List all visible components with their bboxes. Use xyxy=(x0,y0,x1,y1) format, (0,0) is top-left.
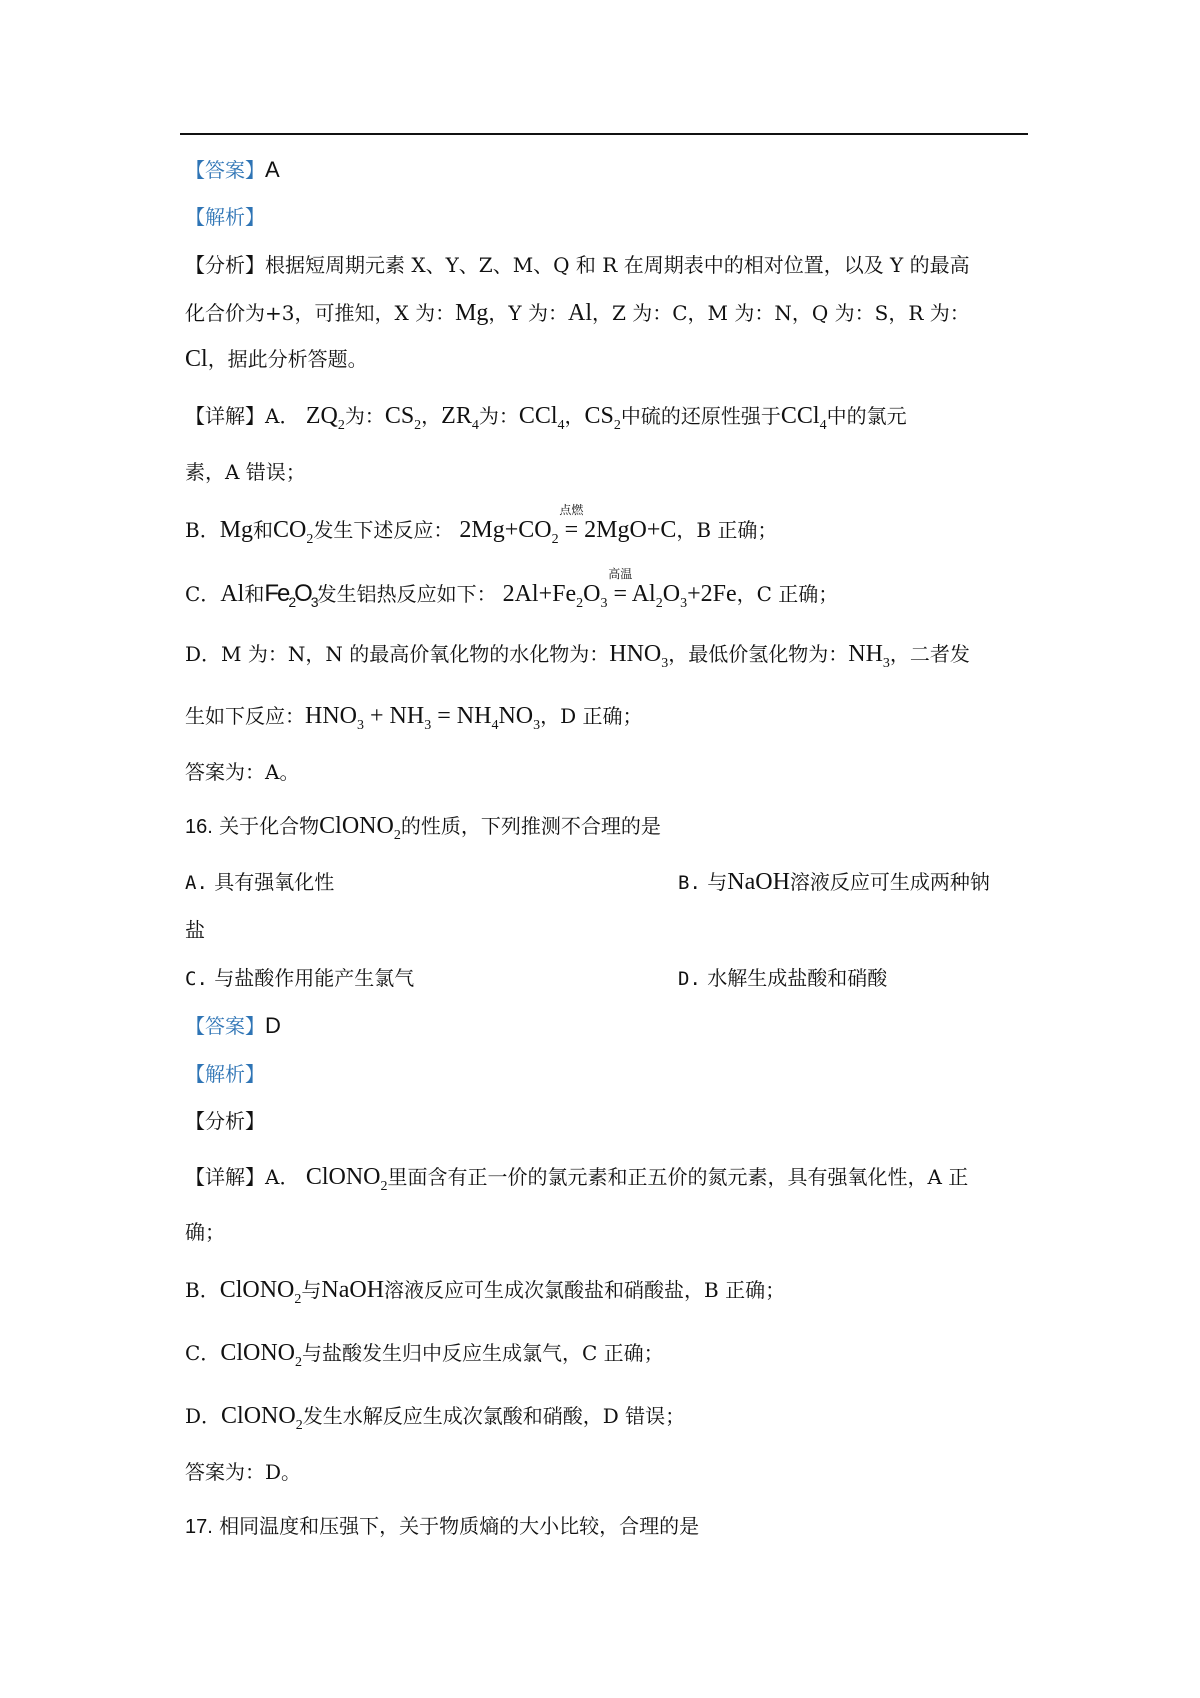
formula-nh3: $NH_3$ xyxy=(848,641,890,671)
q15-detail-d-cont: 生如下反应：$HNO_3 + NH_3 = NH_4NO_3$，D 正确； xyxy=(185,703,643,733)
option-label: D. xyxy=(678,968,701,990)
q16-final: 答案为：D。 xyxy=(185,1460,302,1484)
option-label: B. xyxy=(678,872,701,894)
option-c-text: 与盐酸作用能产生氯气 xyxy=(214,966,415,990)
formula-zq2: $ZQ_2$ xyxy=(305,403,345,433)
header-rule xyxy=(180,133,1028,135)
equation-thermite: $2Al+Fe_2O_3$ 高温 = $Al_2O_3+2Fe$ xyxy=(503,581,737,607)
q16-jiexi-tag: 【解析】 xyxy=(185,1062,265,1086)
equation-ammonium-nitrate: $HNO_3 + NH_3 = NH_4NO_3$ xyxy=(305,703,541,733)
q16-detail-c: C．ClONO$_2$与盐酸发生归中反应生成氯气，C 正确； xyxy=(185,1340,664,1370)
q16-options-row2 xyxy=(185,964,888,993)
q16-option-b-cont: 盐 xyxy=(185,918,205,942)
option-label: C. xyxy=(185,968,208,990)
q17-stem: 17. 相同温度和压强下，关于物质熵的大小比较，合理的是 xyxy=(185,1514,700,1538)
option-prefix: A． xyxy=(265,404,300,428)
q16-detail-b: B．ClONO$_2$与NaOH溶液反应可生成次氯酸盐和硝酸盐，B 正确； xyxy=(185,1277,786,1307)
q15-answer xyxy=(185,156,280,184)
fenxi-text: ，Y 为： xyxy=(488,301,568,325)
formula-al: Al xyxy=(567,300,592,326)
q16-detail-d: D．ClONO$_2$发生水解反应生成次氯酸和硝酸，D 错误； xyxy=(185,1403,686,1433)
formula-fe2o3: $Fe_2O_3$ xyxy=(264,580,317,610)
formula-clono2: ClONO$_2$ xyxy=(319,813,401,843)
answer-value: A xyxy=(265,157,280,182)
formula-clono2: ClONO$_2$ xyxy=(305,1164,388,1194)
formula-cs2: $CS_2$ xyxy=(584,403,621,433)
q16-fenxi-tag: 【分析】 xyxy=(185,1109,265,1133)
fenxi-tag: 【分析】 xyxy=(185,253,265,277)
formula-mg: Mg xyxy=(455,300,489,326)
formula-cs2: $CS_2$ xyxy=(384,403,422,433)
answer-tag: 【答案】 xyxy=(185,1014,265,1038)
q15-detail-a-cont: 素，A 错误； xyxy=(185,460,306,484)
option-label: A. xyxy=(185,872,208,894)
formula-ccl4: CCl$_4$ xyxy=(518,403,565,433)
formula-clono2: ClONO$_2$ xyxy=(219,1277,302,1307)
q15-final: 答案为：A。 xyxy=(185,760,300,784)
formula-naoh: NaOH xyxy=(727,869,790,895)
fenxi-text: 根据短周期元素 X、Y、Z、M、Q 和 R 在周期表中的相对位置，以及 Y 的最高 xyxy=(265,253,970,277)
q16-stem: 16. 关于化合物ClONO$_2$的性质，下列推测不合理的是 xyxy=(185,813,661,843)
formula-cl: Cl xyxy=(185,346,208,372)
fenxi-text: 化合价为+3，可推知，X 为： xyxy=(185,301,456,325)
q15-detail-d: D．M 为：N，N 的最高价氧化物的水化物为：$HNO_3$，最低价氢化物为：$NH_3$，二者发 xyxy=(185,641,970,671)
condition-label: 高温 xyxy=(608,567,633,581)
question-number: 17. xyxy=(185,1516,213,1538)
xiangjie-tag: 【详解】 xyxy=(185,404,265,428)
condition-label: 点燃 xyxy=(559,503,584,517)
formula-clono2: ClONO$_2$ xyxy=(220,1340,302,1370)
q15-jiexi-tag: 【解析】 xyxy=(185,205,265,229)
q15-fenxi-line3 xyxy=(185,345,368,373)
q15-fenxi-line2 xyxy=(185,299,970,327)
formula-co2: $CO_2$ xyxy=(273,517,314,547)
answer-tag: 【答案】 xyxy=(185,158,265,182)
formula-zr4: $ZR_4$ xyxy=(441,403,479,433)
q16-detail-a: 【详解】A． ClONO$_2$里面含有正一价的氯元素和正五价的氮元素，具有强氧化性，A 正 xyxy=(185,1164,969,1194)
q15-fenxi-line1 xyxy=(185,251,970,279)
option-d: D. 水解生成盐酸和硝酸 xyxy=(678,966,888,990)
answer-value: D xyxy=(265,1013,281,1038)
formula-clono2: ClONO$_2$ xyxy=(221,1403,303,1433)
q16-answer xyxy=(185,1012,281,1040)
formula-al: Al xyxy=(220,581,245,607)
formula-mg: Mg xyxy=(219,517,254,543)
option-a-text: 具有强氧化性 xyxy=(214,870,335,894)
equation-mg-co2: $2Mg+CO_2$ 点燃 = 2MgO+C xyxy=(459,517,676,543)
question-number: 16. xyxy=(185,816,213,838)
formula-ccl4: CCl$_4$ xyxy=(780,403,827,433)
formula-naoh: NaOH xyxy=(321,1277,385,1303)
q15-detail-b: B．Mg和$CO_2$发生下述反应： $2Mg+CO_2$ 点燃 = 2MgO+C，B 正确； xyxy=(185,516,777,554)
fenxi-text: ，Z 为：C，M 为：N，Q 为：S，R 为： xyxy=(591,301,970,325)
q15-detail-c: C．Al和$Fe_2O_3$发生铝热反应如下： $2Al+Fe_2O_3$ 高温 = $Al_2O_3+2Fe$，C 正确； xyxy=(185,580,838,618)
fenxi-text: ，据此分析答题。 xyxy=(207,347,368,371)
q16-options-row1 xyxy=(185,868,990,897)
q15-detail-a: 【详解】A． $ZQ_2$为：$CS_2$，$ZR_4$为：CCl$_4$，$CS_2$中硫的还原性强于CCl$_4$中的氯元 xyxy=(185,403,907,433)
formula-hno3: $HNO_3$ xyxy=(609,641,669,671)
q16-detail-a-cont: 确； xyxy=(185,1220,225,1244)
option-b: B. 与NaOH溶液反应可生成两种钠 xyxy=(678,869,990,895)
